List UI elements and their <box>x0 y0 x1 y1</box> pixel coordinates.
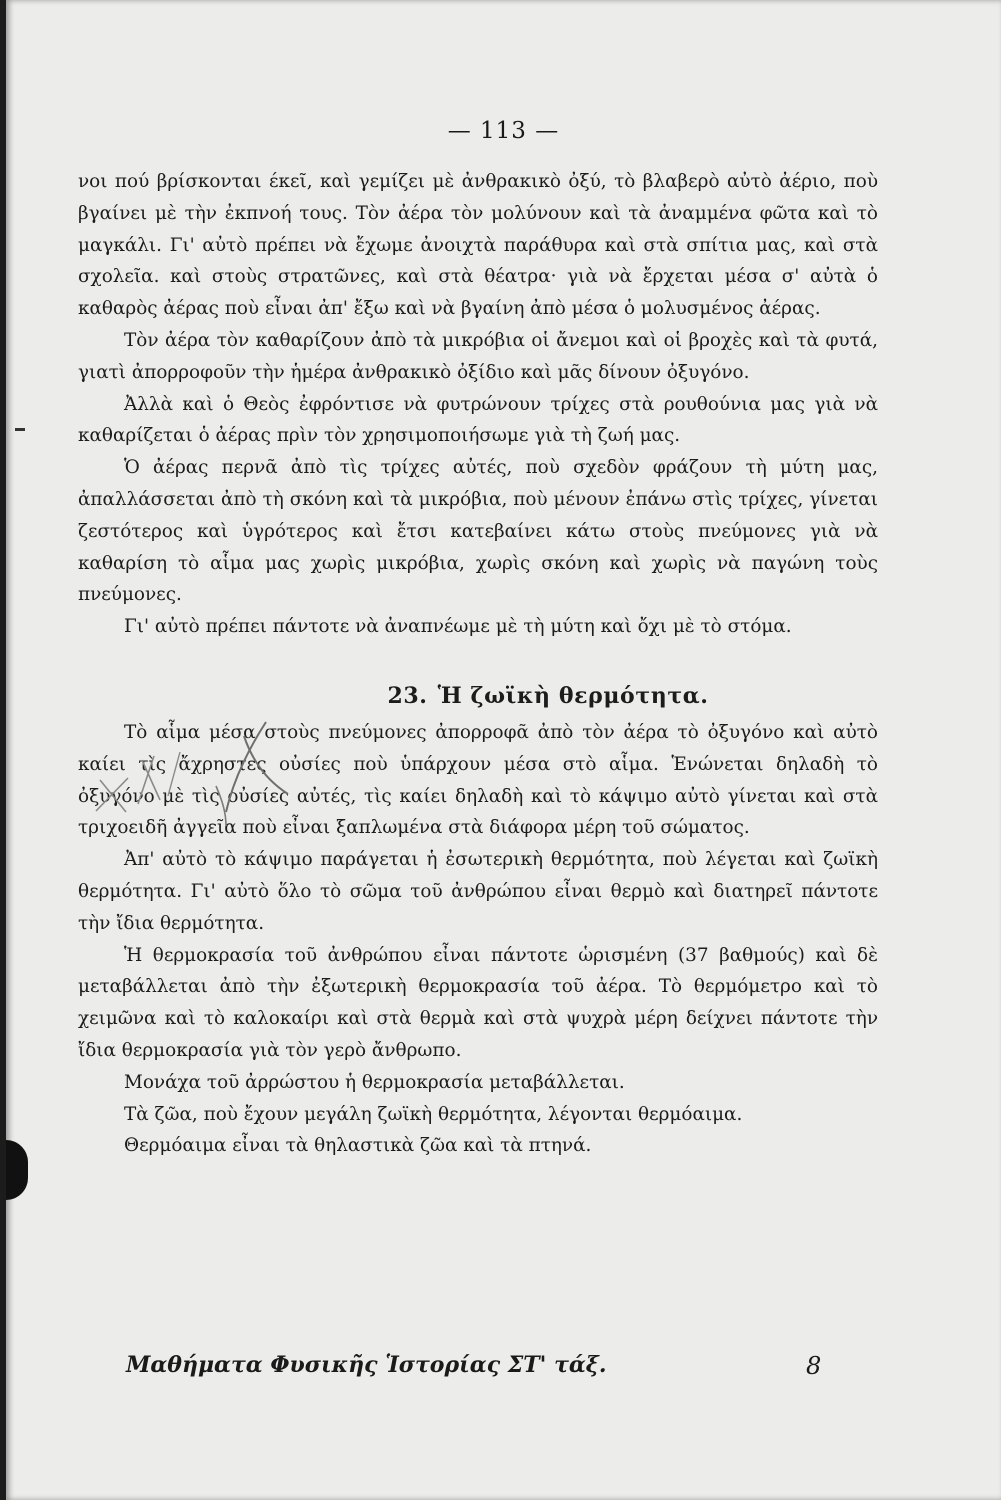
paragraph-2: Τὸν ἀέρα τὸν καθαρίζουν ἀπὸ τὰ μικρόβια οἱ ἄνεμοι καὶ οἱ βροχὲς καὶ τὰ φυτά, γιατὶ ἀπορροφοῦν τὴν ἡμέρα ἀνθρακικὸ ὀξίδιο καὶ μᾶς δίνουν ὀξυγόνο. <box>78 329 878 383</box>
pencil-scribble-marks <box>76 716 306 836</box>
section-title: Ἡ ζωϊκὴ θερμότητα. <box>437 682 709 709</box>
page-number: — 113 — <box>447 118 560 144</box>
margin-mark <box>15 428 25 431</box>
paragraph-7: Ἀπ' αὐτὸ τὸ κάψιμο παράγεται ἡ ἐσωτερικὴ θερμότητα, ποὺ λέγεται καὶ ζωϊκὴ θερμότητα. Γι' αὐτὸ ὅλο τὸ σῶμα τοῦ ἀνθρώπου εἶναι θερμὸ καὶ διατηρεῖ πάντοτε τὴν ἴδια θερμότητα. <box>78 849 878 934</box>
paragraph-1: νοι πού βρίσκονται έκεῖ, καὶ γεμίζει μὲ ἀνθρακικὸ ὀξύ, τὸ βλαβερὸ αὐτὸ ἀέριο, ποὺ βγαίνει μὲ τὴν ἐκπνοή τους. Τὸν ἀέρα τὸν μολύνουν καὶ τὰ ἀναμμένα φῶτα καὶ τὸ μαγκάλι. Γι' αὐτὸ πρέπει νὰ ἔχωμε ἀνοιχτὰ παράθυρα καὶ στὰ σπίτια μας, καὶ στὰ σχολεῖα. καὶ στοὺς στρατῶνες, καὶ στὰ θέατρα· γιὰ νὰ ἔρχεται μέσα σ' αὐτὰ ὁ καθαρὸς ἀέρας ποὺ εἶναι ἀπ' ἔξω καὶ νὰ βγαίνη ἀπὸ μέσα ὁ μολυσμένος ἀέρας. <box>78 171 878 320</box>
paragraph-4: Ὁ ἀέρας περνᾶ ἀπὸ τὶς τρίχες αὐτές, ποὺ σχεδὸν φράζουν τὴ μύτη μας, ἀπαλλάσσεται ἀπὸ τὴ σκόνη καὶ τὰ μικρόβια, ποὺ μένουν ἐπάνω στὶς τρίχες, γίνεται ζεστότερος καὶ ὑγρότερος καὶ ἔτσι κατεβαίνει κάτω στοὺς πνεύμονες γιὰ νὰ καθαρίση τὸ αἷμα μας χωρὶς μικρόβια, χωρὶς σκόνη καὶ χωρὶς νὰ παγώνη τοὺς πνεύμονες. <box>78 457 878 606</box>
book-page <box>6 0 1001 1500</box>
paragraph-9: Μονάχα τοῦ ἀρρώστου ἡ θερμοκρασία μεταβάλλεται. <box>124 1071 625 1093</box>
paragraph-6: Τὸ αἷμα μέσα στοὺς πνεύμονες ἀπορροφᾶ ἀπὸ τὸν ἀέρα τὸ ὀξυγόνο καὶ αὐτὸ καίει τὶς ἄχρηστες οὐσίες ποὺ ὑπάρχουν μέσα στὸ αἷμα. Ἑνώνεται δηλαδὴ τὸ ὀξυγόνο μὲ τὶς οὐσίες αὐτές, τὶς καίει δηλαδὴ καὶ τὸ κάψιμο αὐτὸ γίνεται καὶ στὰ τριχοειδῆ ἀγγεῖα ποὺ εἶναι ξαπλωμένα στὰ διάφορα μέρη τοῦ σώματος. <box>78 721 878 839</box>
section-number: 23. <box>387 682 428 709</box>
page-edge-stain <box>6 1140 28 1200</box>
paragraph-8: Ἡ θερμοκρασία τοῦ ἀνθρώπου εἶναι πάντοτε ὡρισμένη (37 βαθμούς) καὶ δὲ μεταβάλλεται ἀπὸ τὴν ἐξωτερικὴ θερμοκρασία τοῦ ἀέρα. Τὸ θερμόμετρο καὶ τὸ χειμῶνα καὶ τὸ καλοκαίρι καὶ στὰ θερμὰ καὶ στὰ ψυχρὰ μέρη δείχνει πάντοτε τὴν ἴδια θερμοκρασία γιὰ τὸν γερὸ ἄνθρωπο. <box>78 944 878 1061</box>
signature-mark: 8 <box>806 1352 822 1380</box>
page-body <box>78 166 878 1162</box>
paragraph-11: Θερμόαιμα εἶναι τὰ θηλαστικὰ ζῶα καὶ τὰ πτηνά. <box>124 1135 592 1157</box>
paragraph-5: Γι' αὐτὸ πρέπει πάντοτε νὰ ἀναπνέωμε μὲ τὴ μύτη καὶ ὄχι μὲ τὸ στόμα. <box>124 616 792 638</box>
section-heading <box>78 683 878 709</box>
paragraph-10: Τὰ ζῶα, ποὺ ἔχουν μεγάλη ζωϊκὴ θερμότητα, λέγονται θερμόαιμα. <box>124 1103 743 1125</box>
footer-book-title: Μαθήματα Φυσικῆς Ἱστορίας ΣΤ' τάξ. <box>126 1352 607 1378</box>
paragraph-3: Ἀλλὰ καὶ ὁ Θεὸς ἐφρόντισε νὰ φυτρώνουν τρίχες στὰ ρουθούνια μας γιὰ νὰ καθαρίζεται ὁ ἀέρας πρὶν τὸν χρησιμοποιήσωμε γιὰ τὴ ζωή μας. <box>78 393 878 447</box>
